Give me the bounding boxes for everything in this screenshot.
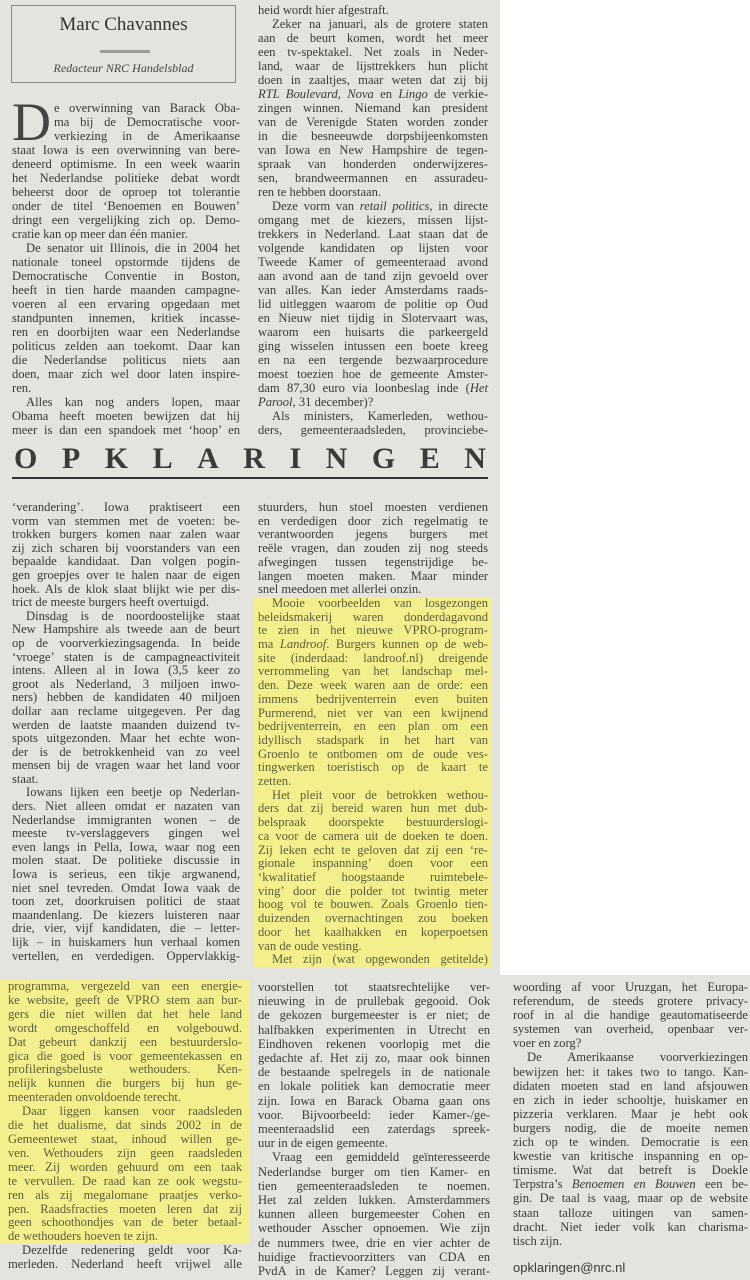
text-line: een tv-spektakel. Net zoals in Neder- bbox=[258, 45, 488, 59]
text-line: Zij leken echt te geloven dat zij een ‘re- bbox=[254, 844, 492, 858]
paragraph bbox=[12, 395, 240, 437]
text-line: ren en doorbijten waar een Nederlandse bbox=[12, 325, 240, 339]
text-line: Als ministers, Kamerleden, wethou- bbox=[272, 409, 488, 423]
text-line: te vervullen. De raad kan ze ook wegstu- bbox=[0, 1175, 250, 1189]
text-line: Iowa is serieus, een tikje argwanend, bbox=[12, 867, 240, 882]
text-line: Dinsdag is de noordoostelijke staat bbox=[26, 608, 240, 623]
text-line: Het pleit voor de betrokken wethou- bbox=[254, 789, 492, 803]
text-line: gedachte af. Het zij zo, maar ook binnen bbox=[258, 1051, 490, 1066]
text-line: en verdedigen door zich regelmatig te bbox=[258, 513, 488, 528]
text-line: bedrijventerrein, en een plan om een bbox=[254, 720, 492, 734]
text-line: aan de beurt komen, wordt het meer bbox=[258, 31, 488, 45]
text-line: verantwoorden jegens burgers met bbox=[258, 527, 488, 542]
headline-letter: I bbox=[289, 442, 302, 475]
article-column bbox=[258, 3, 488, 437]
text-line: meer is dan een spandoek met ‘hoop’ en bbox=[12, 423, 240, 437]
text-line: omgang met de kiezers, missen lijst- bbox=[258, 213, 488, 227]
text-line: meenteraadslid een zaterdags spreek- bbox=[258, 1122, 490, 1137]
text-line: ging wisselen intussen een boete kreeg bbox=[258, 339, 488, 353]
text-line: voor. Bijvoorbeeld: ieder Kamer-/ge- bbox=[258, 1107, 490, 1122]
text-line: spots uitgezonden. Maar het echte won- bbox=[12, 731, 240, 746]
text-line: afwegingen tussen tegenstrijdige be- bbox=[258, 554, 488, 569]
text-line: beleidsmakerij waren donderdagavond bbox=[254, 611, 492, 625]
text-line: lijk – in huiskamers hun verhaal komen bbox=[12, 935, 240, 949]
text-line: werden de laatste maanden duizend tv- bbox=[12, 717, 240, 732]
text-line: zich op te winden. Democratie is een bbox=[513, 1135, 748, 1150]
text-line: zijn. Iowa en Barack Obama gaan ons bbox=[258, 1093, 490, 1108]
text-line: heeft in tien harde maanden campagne- bbox=[12, 283, 240, 297]
text-line: toon zet, doorkruisen politici de staat bbox=[12, 894, 240, 909]
text-line: groot als Nederland, 3 miljoen inwo- bbox=[12, 676, 240, 691]
text-line: pizzeria verklaren. Maar je hebt ook bbox=[513, 1106, 748, 1121]
paragraph bbox=[0, 1244, 250, 1272]
text-line: van de oude vesting. bbox=[254, 940, 492, 954]
italic-text: Lingo bbox=[398, 87, 428, 101]
text-line: dringt een vergelijking zich op. Demo- bbox=[12, 213, 240, 227]
text-line: De senator uit Illinois, die in 2004 het bbox=[26, 241, 240, 255]
text-line: hoog vol te bouwen. Zoals Groenlo tien- bbox=[254, 898, 492, 912]
text-line: doen in zaaltjes, maar weten dat zij bij bbox=[258, 73, 488, 87]
text-line: idyllisch stadspark in het hart van bbox=[254, 734, 492, 748]
article-column bbox=[12, 92, 240, 437]
text-line: standpunten innemen, kritiek incasse- bbox=[12, 311, 240, 325]
text-line: vertellen, en verdedigen. Oppervlakkig- bbox=[12, 948, 240, 963]
headline-rule bbox=[12, 477, 488, 479]
text-line: snel meedoen met allerlei onzin. bbox=[258, 582, 422, 597]
article-column bbox=[258, 980, 490, 1278]
text-line: door het kaalhakken en koperpoetsen bbox=[254, 926, 492, 940]
text-line: merleden. Nederland heeft vrijwel alle bbox=[8, 1257, 242, 1272]
text-line: Mooie voorbeelden van losgezongen bbox=[254, 597, 492, 611]
text-line: didaten moeten stad en land afsjouwen bbox=[513, 1078, 748, 1093]
text-line: tisch zijn. bbox=[513, 1233, 562, 1248]
text-line: den. Deze week waren aan de orde: een bbox=[254, 679, 492, 693]
text-line: en Nieuw niet tijdig in Slotervaart was, bbox=[258, 311, 488, 325]
text-line: meer. Zij worden gehuurd om een taak bbox=[0, 1161, 250, 1175]
text-line: die Nederlandse politicus niets aan bbox=[12, 353, 240, 367]
text-line: Zeker na januari, als de grotere staten bbox=[272, 17, 488, 31]
headline-letter: P bbox=[61, 442, 81, 475]
text-line: land, waar de lijsttrekkers hun plicht bbox=[258, 59, 488, 73]
text-line: ma bij de Democratische voor- bbox=[54, 115, 240, 129]
text-line: ke website, geeft de VPRO stem aan bur- bbox=[0, 994, 250, 1008]
text-line: doen, maar zich wel door laten inspire- bbox=[12, 367, 240, 381]
text-line: ders. Niet alleen omdat er nazaten van bbox=[12, 799, 240, 814]
divider bbox=[100, 50, 150, 53]
text-line: RTL Boulevard, Nova en Lingo de verkie- bbox=[258, 87, 489, 101]
text-line: meenteraden onvoldoende terecht. bbox=[0, 1091, 250, 1105]
text-line: Met zijn (wat opgewonden getitelde) bbox=[254, 953, 492, 967]
text-line: niet snel tevreden. Omdat Iowa vaak de bbox=[12, 880, 240, 895]
text-line: kwestie van kritische inspanning en op- bbox=[513, 1149, 748, 1164]
text-line: dracht. Niet ieder volk kan charisma- bbox=[513, 1219, 748, 1234]
text-line: ders, gemeenteraadsleden, provinciebe- bbox=[258, 423, 488, 437]
text-line: sen, brandweermannen en assuradeu- bbox=[258, 171, 488, 185]
text-line: Dezelfde redenering geldt voor Ka- bbox=[22, 1243, 242, 1258]
text-line: stuurders, hun stoel moesten verdienen bbox=[258, 500, 488, 514]
text-line: woording af voor Uruzgan, het Europa- bbox=[513, 980, 748, 994]
paragraph bbox=[254, 501, 492, 597]
text-line: Purmerend, niet ver van een kwijnend bbox=[254, 707, 492, 721]
italic-text: Het bbox=[469, 381, 488, 395]
text-line: volgende kandidaten op lijsten voor bbox=[258, 241, 488, 255]
headline-letter: N bbox=[325, 442, 348, 475]
text-line: Groenlo te ontbomen om de oude ves- bbox=[254, 748, 492, 762]
text-line: waarom een huisarts die parkeergeld bbox=[258, 325, 488, 339]
text-line: zij zich scharen bij voorstanders van een bbox=[12, 540, 240, 555]
text-line: vorm van stemmen met de voeten: be- bbox=[12, 513, 240, 528]
italic-text: retail politics bbox=[359, 199, 430, 213]
text-line: lid uitleggen waarom de politie op Oud bbox=[258, 297, 488, 311]
text-line: dam 87,30 euro via loonbeslag inde (Het bbox=[258, 381, 488, 395]
text-line: drie, vier, vijf kandidaten, die – letter- bbox=[12, 921, 240, 936]
text-line: tien gemeenteraadsleden te noemen. bbox=[258, 1178, 490, 1193]
text-line: ven. Wethouders zijn geen raadsleden bbox=[0, 1147, 250, 1161]
text-line: pen. Raadsfracties moeten leren dat zij bbox=[0, 1203, 250, 1217]
text-line: van Iowa en New Hampshire de tegen- bbox=[258, 143, 488, 157]
text-line: dollar aan reclame uitgegeven. Per dag bbox=[12, 703, 240, 718]
text-line: ners) hebben de kandidaten 40 miljoen bbox=[12, 690, 240, 705]
text-line: bepaalde kandidaat. Dan volgen pogin- bbox=[12, 554, 240, 569]
text-line: onder de titel ‘Benoemen en Bouwen’ bbox=[12, 199, 240, 213]
headline-letter: G bbox=[371, 442, 396, 475]
text-line: de nummers twee, drie en vier achter de bbox=[258, 1235, 490, 1250]
text-line: de gekozen burgemeester is er niet; de bbox=[258, 1008, 490, 1023]
text-line: nationale toneel opstormde tijdens de bbox=[12, 255, 240, 269]
text-line: beheerst door de oproep tot tolerantie bbox=[12, 185, 240, 199]
text-line: Vraag een gemiddeld geïnteresseerde bbox=[272, 1150, 490, 1165]
text-line: Democratische Conventie in Boston, bbox=[12, 269, 240, 283]
text-line: ving’ door die polder tot twintig meter bbox=[254, 885, 492, 899]
text-line: Iowans lijken een beetje op Nederlan- bbox=[26, 785, 240, 800]
paragraph bbox=[12, 786, 240, 963]
text-line: cratie kan op meer dan één manier. bbox=[12, 227, 188, 241]
text-line: in die besneeuwde dorpsbijeenkomsten bbox=[258, 129, 488, 143]
text-line: op de voorverkiezingsagenda. In beide bbox=[12, 635, 240, 650]
paragraph bbox=[12, 241, 240, 395]
text-line: wordt omgeschoffeld en volgebouwd. bbox=[0, 1022, 250, 1036]
text-line: burgers nodig, die de moeite nemen bbox=[513, 1120, 748, 1135]
text-line: Het zal zelden lukken. Amsterdammers bbox=[258, 1193, 490, 1208]
article-column bbox=[12, 501, 240, 963]
highlighted-paragraph bbox=[254, 953, 492, 967]
text-line: ca voor de camera uit de doeken te doen. bbox=[254, 830, 492, 844]
paragraph bbox=[513, 980, 748, 1050]
paragraph bbox=[12, 610, 240, 787]
headline-letter: E bbox=[419, 442, 440, 475]
text-line: even langs in Pella, Iowa, waar nog een bbox=[12, 839, 240, 854]
text-line: ren als zij megalomane praatjes verko- bbox=[0, 1189, 250, 1203]
text-line: trokken burgers komen naar zalen waar bbox=[12, 527, 240, 542]
text-line: reële vragen, dan zouden zij nog steeds bbox=[258, 541, 488, 556]
author-name: Marc Chavannes bbox=[59, 14, 188, 35]
text-line: deneerd optimisme. In een week waarin bbox=[12, 157, 240, 171]
text-line: van de Verenigde Staten worden zonder bbox=[258, 115, 488, 129]
text-line: gers die niet willen dat het hele land bbox=[0, 1008, 250, 1022]
text-line: nieuwing in de prullebak gegooid. Ook bbox=[258, 994, 490, 1009]
paragraph bbox=[513, 1050, 748, 1247]
italic-text: Benoemen en Bouwen bbox=[571, 1177, 696, 1192]
text-line: de bestaande spelregels in de nationale bbox=[258, 1065, 490, 1080]
text-line: Terpstra’s Benoemen en Bouwen een be- bbox=[513, 1177, 748, 1192]
text-line: verkiezing in de Amerikaanse bbox=[54, 129, 240, 143]
text-line: Eindhoven rekenen voorlopig met die bbox=[258, 1036, 490, 1051]
text-line: Obama heeft moeten bewijzen dat hij bbox=[12, 409, 240, 423]
text-line: langen moeten maken. Maar minder bbox=[258, 568, 488, 583]
text-line: ‘verandering’. Iowa praktiseert een bbox=[12, 500, 240, 514]
text-line: moest toezien hoe de gemeente Amster- bbox=[258, 367, 488, 381]
drop-cap: D bbox=[12, 92, 51, 152]
text-line: der is de betrokkenheid van zo veel bbox=[12, 744, 240, 759]
text-line: uur in de eigen gemeente. bbox=[258, 1136, 388, 1151]
text-line: ren te hebben doorstaan. bbox=[258, 185, 382, 199]
highlighted-paragraph bbox=[0, 980, 250, 1105]
text-line: mensen bij de vragen waar het land voor bbox=[12, 758, 240, 773]
text-line: maandenlang. De kiezers luisteren naar bbox=[12, 907, 240, 922]
author-box bbox=[11, 5, 236, 83]
text-line: huidige fractievoorzitters van CDA en bbox=[258, 1249, 490, 1264]
headline-letter: N bbox=[464, 442, 486, 475]
headline-letter: A bbox=[197, 442, 219, 475]
text-line: en zich in ieder schooltje, huiskamer en bbox=[513, 1092, 748, 1107]
text-line: ‘vroege’ staten is de campagneactiviteit bbox=[12, 649, 240, 664]
article-column bbox=[254, 501, 492, 967]
text-line: programma, vergezeld van een energie- bbox=[0, 980, 250, 994]
text-line: site (inderdaad: landroof.nl) dreigende bbox=[254, 652, 492, 666]
paragraph bbox=[258, 409, 488, 437]
text-line: gin. De taal is vaag, maar op de website bbox=[513, 1191, 748, 1206]
text-line: Deze vorm van retail politics, in directe bbox=[272, 199, 488, 213]
text-line: ders dat zij bereid waren hun met dub- bbox=[254, 802, 492, 816]
text-line: belspraak doorspekte bestuurderslogi- bbox=[254, 816, 492, 830]
text-line: ren. bbox=[12, 381, 32, 395]
text-line: zetten. bbox=[254, 775, 492, 789]
text-line: de wethouders hoeven te zijn. bbox=[0, 1230, 250, 1244]
text-line: molen staat. De politieke discussie in bbox=[12, 853, 240, 868]
text-line: roof in al die handige geautomatiseerde bbox=[513, 1008, 748, 1023]
text-line: profileringsbeluste wethouders. Ken- bbox=[0, 1063, 250, 1077]
text-line: halfbakken experimenten in Utrecht en bbox=[258, 1022, 490, 1037]
text-line: van alles. Kan ieder Amsterdams raads- bbox=[258, 283, 488, 297]
text-line: Nederlandse burger om tien Kamer- en bbox=[258, 1164, 490, 1179]
paragraph bbox=[12, 92, 240, 241]
email-link[interactable]: opklaringen@nrc.nl bbox=[513, 1260, 626, 1275]
text-line: New Hampshire als tweede aan de beurt bbox=[12, 622, 240, 637]
text-line: gionale inspanning’ doen voor een bbox=[254, 857, 492, 871]
text-line: aan avond aan de tand zijn gevoeld over bbox=[258, 269, 488, 283]
text-line: systemen van overheid, openbaar ver- bbox=[513, 1022, 748, 1037]
text-line: Gemeentewet staat, inhoud willen ge- bbox=[0, 1133, 250, 1147]
highlighted-paragraph bbox=[254, 789, 492, 953]
text-line: en lokale politiek kan democratie meer bbox=[258, 1079, 490, 1094]
column-headline bbox=[14, 442, 486, 476]
text-line: staat Iowa is een overwinning van bere- bbox=[12, 143, 240, 157]
text-line: gica die goed is voor gemeentekassen en bbox=[0, 1050, 250, 1064]
text-line: referendum, de steeds grotere privacy- bbox=[513, 994, 748, 1009]
text-line: Tweede Kamer of gemeenteraad avond bbox=[258, 255, 488, 269]
paragraph bbox=[258, 980, 490, 1150]
text-line: Dat gebeurt dankzij een bestuurderslo- bbox=[0, 1036, 250, 1050]
text-line: hoek. Als de klok slaat blijkt wie per dis- bbox=[12, 581, 240, 596]
headline-letter: K bbox=[104, 442, 129, 475]
author-role: Redacteur NRC Handelsblad bbox=[53, 61, 194, 75]
text-line: kunnen alleen burgemeester Cohen en bbox=[258, 1207, 490, 1222]
text-line: trekkers in Nederland. Laat staan dat de bbox=[258, 227, 488, 241]
text-line: heid wordt hier afgestraft. bbox=[258, 3, 389, 17]
headline-letter: L bbox=[152, 442, 173, 475]
highlighted-paragraph bbox=[254, 597, 492, 789]
highlighted-paragraph bbox=[0, 1105, 250, 1244]
text-line: timisme. Wat dat betreft is Doekle bbox=[513, 1163, 748, 1178]
text-line: wethouder Asscher opnoemen. Wie zijn bbox=[258, 1221, 490, 1236]
text-line: die het dualisme, dat sinds 2002 in de bbox=[0, 1119, 250, 1133]
text-line: staan talloze uitingen van samen- bbox=[513, 1205, 748, 1220]
text-line: verrommeling van het landschap mel- bbox=[254, 665, 492, 679]
paragraph bbox=[12, 501, 240, 610]
text-line: voorstellen tot staatsrechtelijke ver- bbox=[258, 980, 490, 994]
text-line: politicus zelden aan toekomt. Daar kan bbox=[12, 339, 240, 353]
text-line: Parool, 31 december)? bbox=[258, 395, 374, 409]
text-line: PvdA in de Kamer? Leggen zij verant- bbox=[258, 1264, 490, 1279]
italic-text: RTL Boulevard, Nova bbox=[258, 87, 374, 101]
text-line: ma Landroof. Burgers kunnen op de web- bbox=[254, 638, 492, 652]
text-line: te zien in het nieuwe VPRO-program- bbox=[254, 624, 492, 638]
text-line: De Amerikaanse voorverkiezingen bbox=[527, 1050, 748, 1065]
text-line: intens. Alleen al in Iowa (3,5 keer zo bbox=[12, 663, 240, 678]
paragraph bbox=[258, 199, 488, 409]
text-line: bewijzen het: it takes two to tango. Kan- bbox=[513, 1064, 748, 1079]
italic-text: Parool bbox=[258, 395, 293, 409]
paragraph bbox=[258, 3, 488, 17]
text-line: gen groepjes over te halen naar de eigen bbox=[12, 567, 240, 582]
headline-letter: R bbox=[243, 442, 265, 475]
text-line: immens bedrijventerrein even buiten bbox=[254, 693, 492, 707]
text-line: spraak van honderden onderwijzeres- bbox=[258, 157, 488, 171]
text-line: tingwerken toeristisch op de kaart te bbox=[254, 761, 492, 775]
article-column bbox=[513, 980, 748, 1248]
text-line: Nederlandse immigranten wonen – de bbox=[12, 812, 240, 827]
text-line: Daar liggen kansen voor raadsleden bbox=[0, 1105, 250, 1119]
text-line: duizenden overnachtingen zou boeken bbox=[254, 912, 492, 926]
text-line: trict de meeste burgers heeft overtuigd. bbox=[12, 595, 209, 610]
text-line: het Nederlandse politieke debat wordt bbox=[12, 171, 240, 185]
paragraph bbox=[258, 1150, 490, 1278]
text-line: Alles kan nog anders lopen, maar bbox=[26, 395, 240, 409]
text-line: geen schoothondjes van de beter betaal- bbox=[0, 1216, 250, 1230]
text-line: meeste tv-verslaggevers gingen wel bbox=[12, 826, 240, 841]
article-column bbox=[0, 980, 250, 1272]
text-line: ‘kwalitatief hoogstaande ruimtebele- bbox=[254, 871, 492, 885]
italic-text: Landroof bbox=[279, 637, 327, 652]
text-line: nelijk kunnen die burgers bij hun ge- bbox=[0, 1077, 250, 1091]
text-line: staat. bbox=[12, 771, 39, 786]
paragraph bbox=[258, 17, 488, 199]
text-line: en na een tergende bezwaarprocedure bbox=[258, 353, 488, 367]
text-line: voeren al een ervaring opgedaan met bbox=[12, 297, 240, 311]
text-line: voer en zorg? bbox=[513, 1036, 582, 1051]
text-line: e overwinning van Barack Oba- bbox=[54, 101, 240, 115]
text-line: zingen winnen. Niemand kan president bbox=[258, 101, 488, 115]
headline-letter: O bbox=[14, 442, 38, 475]
